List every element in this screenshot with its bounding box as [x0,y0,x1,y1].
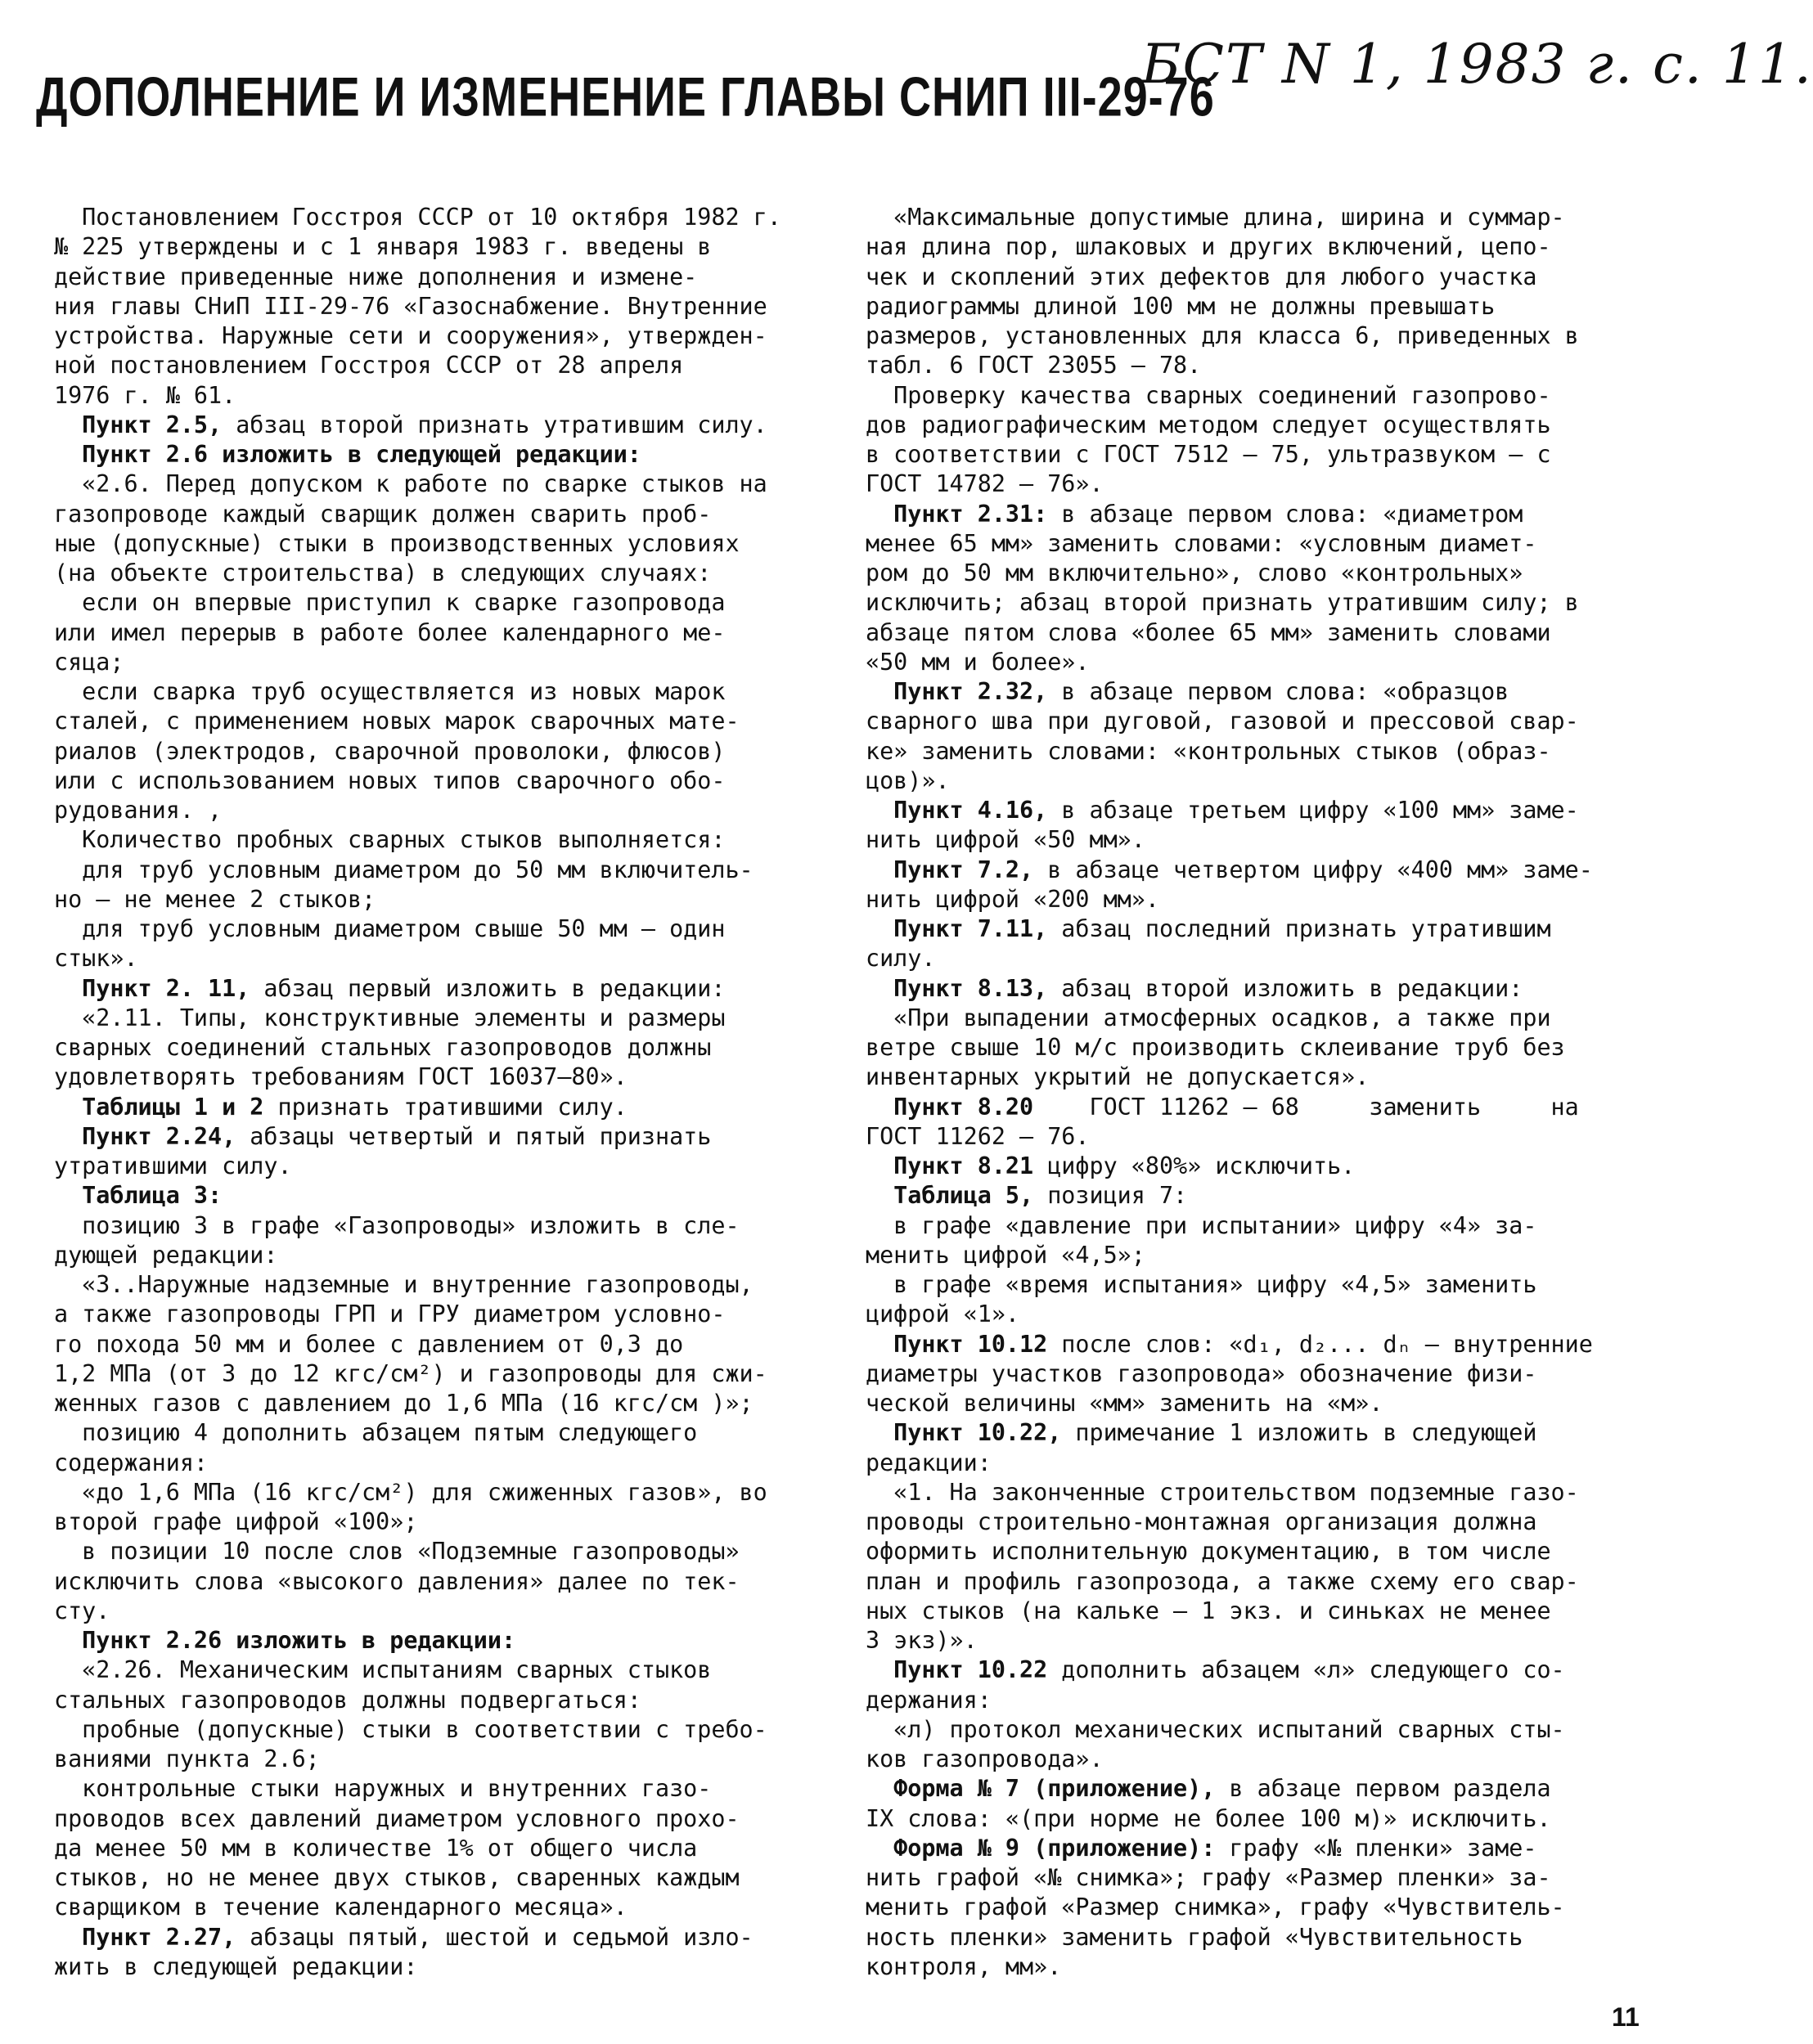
line-text: в соответствии с ГОСТ 7512 — 75, ультразвуком — с [866,441,1551,468]
text-line [866,856,1655,885]
line-text: абзац первый изложить в редакции: [250,974,726,1002]
line-text: устройства. Наружные сети и сооружения», утвержден- [54,322,767,349]
text-line [54,469,823,499]
text-line [54,1567,823,1597]
line-text: чек и скоплений этих дефектов для любого участка [866,263,1537,290]
line-text: «Максимальные допустимые длина, ширина и суммар- [866,204,1565,231]
line-text: Постановлением Госстроя СССР от 10 октября 1982 г. [54,204,781,231]
line-text: сварщиком в течение календарного месяца». [54,1894,628,1921]
bold-lead: Пункт 10.22, [866,1419,1062,1447]
text-line [54,796,823,825]
text-line [54,321,823,351]
text-line [54,203,823,232]
text-line [866,381,1655,411]
line-text: пробные (допускные) стыки в соответствии с требо- [54,1715,767,1743]
bold-lead: Пункт 2.26 изложить в редакции: [54,1627,516,1654]
line-text: абзац второй признать утратившим силу. [222,411,767,438]
text-line [866,1211,1655,1241]
text-line [866,825,1655,855]
line-text: редакции: [866,1449,992,1476]
bold-lead: Пункт 2.24, [54,1122,236,1150]
bold-lead: Пункт 10.22 [866,1656,1048,1684]
line-text: риалов (электродов, сварочной проволоки, флюсов) [54,737,726,765]
line-text: позицию 4 дополнить абзацем пятым следующего [54,1419,698,1447]
text-line [54,1300,823,1329]
bold-lead: Пункт 8.20 [866,1093,1034,1121]
text-line [54,1686,823,1715]
line-text: дов радиографическим методом следует осуществлять [866,411,1551,438]
line-text: 3 экз)». [866,1627,978,1654]
text-line [54,1597,823,1626]
text-line [866,351,1655,380]
text-line [866,944,1655,973]
text-line [54,648,823,677]
text-line [54,1211,823,1241]
line-text: в абзаце первом слова: «диаметром [1047,500,1523,528]
page-title: ДОПОЛНЕНИЕ И ИЗМЕНЕНИЕ ГЛАВЫ СНИП III-29-76 [36,66,1215,128]
text-line [866,500,1655,529]
line-text: абзаце пятом слова «более 65 мм» заменить словами [866,618,1551,646]
bold-lead: Форма № 7 (приложение), [866,1775,1216,1803]
line-text: ке» заменить словами: «контрольных стыков (образ- [866,737,1551,765]
line-text: а также газопроводы ГРП и ГРУ диаметром условно- [54,1301,726,1328]
line-text: абзац последний признать утратившим [1047,915,1551,942]
text-line [866,1330,1655,1359]
text-line [866,1863,1655,1893]
bold-lead: Таблица 5, [866,1182,1034,1210]
line-text: нить графой «№ снимка»; графу «Размер пленки» за- [866,1864,1551,1891]
line-text: менить графой «Размер снимка», графу «Чувствитель- [866,1894,1565,1921]
line-text: для труб условным диаметром свыше 50 мм — один [54,915,726,942]
line-text: Количество пробных сварных стыков выполняется: [54,826,726,854]
line-text: но — не менее 2 стыков; [54,885,376,913]
text-line [54,1715,823,1745]
text-line [54,411,823,440]
line-text: «2.11. Типы, конструктивные элементы и размеры [54,1004,726,1031]
line-text: ков газопровода». [866,1745,1104,1772]
text-line [866,263,1655,292]
line-text: женных газов с давлением до 1,6 МПа (16 кгс/см )»; [54,1390,754,1417]
bold-lead: Пункт 8.13, [866,974,1048,1002]
line-text: ГОСТ 11262 — 76. [866,1122,1090,1150]
line-text: в абзаце первом раздела [1215,1775,1551,1803]
line-text: IX слова: «(при норме не более 100 м)» исключить. [866,1804,1551,1832]
line-text: контроля, мм». [866,1952,1062,1980]
text-line [866,232,1655,262]
line-text: действие приведенные ниже дополнения и измене- [54,263,698,290]
line-text: «При выпадении атмосферных осадков, а также при [866,1004,1551,1031]
line-text: абзац второй изложить в редакции: [1047,974,1523,1002]
line-text: нить цифрой «200 мм». [866,885,1159,913]
line-text: «1. На законченные строительством подземные газо- [866,1478,1579,1506]
line-text: в абзаце первом слова: «образцов [1047,678,1509,705]
text-line [866,677,1655,707]
line-text: менее 65 мм» заменить словами: «условным диамет- [866,529,1537,557]
text-line [866,1152,1655,1181]
line-text: сту. [54,1597,110,1624]
text-line [54,1270,823,1300]
line-text: менить цифрой «4,5»; [866,1241,1145,1269]
line-text: держания: [866,1686,992,1714]
line-text: ность пленки» заменить графой «Чувствительность [866,1923,1523,1951]
text-line [866,1804,1655,1834]
text-line [866,1715,1655,1745]
text-line [866,203,1655,232]
line-text: ром до 50 мм включительно», слово «контрольных» [866,559,1523,586]
line-text: силу. [866,945,936,973]
line-text: стыков, но не менее двух стыков, сваренных каждым [54,1864,740,1891]
line-text: «2.26. Механическим испытаниям сварных стыков [54,1656,712,1684]
text-line [54,351,823,380]
line-text: цифрой «1». [866,1301,1020,1328]
line-text: позицию 3 в графе «Газопроводы» изложить в сле- [54,1211,740,1239]
text-line [866,1686,1655,1715]
text-line [54,914,823,944]
text-line [866,1655,1655,1685]
text-line [54,1359,823,1389]
line-text: стык». [54,945,138,973]
left-column [54,203,823,1982]
text-line [54,1122,823,1152]
line-text: сяца; [54,648,124,676]
line-text: примечание 1 изложить в следующей [1061,1419,1537,1447]
line-text: удовлетворять требованиям ГОСТ 16037—80». [54,1063,628,1091]
line-text: ная длина пор, шлаковых и других включений, цепо- [866,233,1551,261]
text-line [866,1952,1655,1982]
text-line [54,974,823,1004]
line-text: графу «№ пленки» заме- [1215,1834,1537,1862]
line-text: если он впервые приступил к сварке газопровода [54,589,726,617]
bold-lead: Пункт 2. 11, [54,974,250,1002]
line-text: ные (допускные) стыки в производственных условиях [54,529,740,557]
line-text: второй графе цифрой «100»; [54,1508,418,1535]
text-line [866,1567,1655,1597]
line-text: «2.6. Перед допуском к работе по сварке стыков на [54,470,767,498]
page-number: 11 [1612,2002,1640,2032]
text-line [54,766,823,796]
line-text: или с использованием новых типов сварочного обо- [54,766,726,794]
text-line [866,1062,1655,1092]
text-line [54,1537,823,1566]
line-text: сварных соединений стальных газопроводов должны [54,1034,712,1061]
text-line [866,559,1655,588]
bold-lead: Пункт 2.6 изложить в следующей редакции: [54,441,641,468]
text-line [866,1537,1655,1566]
line-text: газопроводе каждый сварщик должен сварить проб- [54,500,712,528]
text-line [54,1863,823,1893]
text-line [54,1745,823,1774]
line-text: нить цифрой «50 мм». [866,826,1145,854]
line-text: диаметры участков газопровода» обозначение физи- [866,1359,1537,1387]
line-text: ческой величины «мм» заменить на «м». [866,1390,1383,1417]
line-text: проводы строительно-монтажная организация должна [866,1508,1537,1535]
line-text: признать тратившими силу. [263,1093,628,1121]
text-line [866,1449,1655,1478]
line-text: ной постановлением Госстроя СССР от 28 апреля [54,352,684,380]
text-line [866,1241,1655,1270]
line-text: Проверку качества сварных соединений газопрово- [866,381,1551,409]
bold-lead: Таблицы 1 и 2 [54,1093,264,1121]
text-line [54,1418,823,1448]
text-line [54,707,823,736]
bold-lead: Пункт 2.5, [54,411,223,438]
text-line [54,677,823,707]
text-line [54,292,823,321]
text-line [866,292,1655,321]
line-text: рудования. , [54,797,223,824]
bold-lead: Пункт 7.11, [866,915,1048,942]
line-text: ветре свыше 10 м/с производить склеивание труб без [866,1034,1565,1061]
line-text: радиограммы длиной 100 мм не должны превышать [866,292,1496,320]
text-line [54,1655,823,1685]
text-line [54,381,823,411]
line-text: проводов всех давлений диаметром условного прохо- [54,1804,740,1832]
bold-lead: Пункт 10.12 [866,1330,1048,1358]
line-text: в абзаце третьем цифру «100 мм» заме- [1047,797,1579,824]
bold-lead: Пункт 4.16, [866,797,1048,824]
text-line [866,440,1655,469]
line-text: «50 мм и более». [866,648,1090,676]
line-text: для труб условным диаметром до 50 мм включитель- [54,856,754,883]
line-text: (на объекте строительства) в следующих случаях: [54,559,712,586]
line-text: в графе «давление при испытании» цифру «4» за- [866,1211,1537,1239]
line-text: если сварка труб осуществляется из новых марок [54,678,726,705]
line-text: жить в следующей редакции: [54,1952,418,1980]
text-line [54,1004,823,1033]
text-line [54,856,823,885]
text-line [866,1033,1655,1062]
line-text: № 225 утверждены и с 1 января 1983 г. введены в [54,233,712,261]
line-text: или имел перерыв в работе более календарного ме- [54,618,726,646]
line-text: после слов: «d₁, d₂... dₙ — внутренние [1047,1330,1593,1358]
line-text: абзацы пятый, шестой и седьмой изло- [236,1923,754,1951]
text-line [54,1241,823,1270]
line-text: ния главы СНиП III-29-76 «Газоснабжение. Внутренние [54,292,767,320]
text-line [866,648,1655,677]
line-text: стальных газопроводов должны подвергаться: [54,1686,641,1714]
line-text: ваниями пункта 2.6; [54,1745,320,1772]
line-text: сварного шва при дуговой, газовой и прессовой свар- [866,708,1579,735]
text-line [54,1330,823,1359]
text-line [54,737,823,766]
text-line [54,1893,823,1922]
text-line [866,707,1655,736]
text-line [54,1804,823,1834]
text-line [866,1597,1655,1626]
line-text: утратившими силу. [54,1152,292,1179]
text-line [866,1270,1655,1300]
text-line [54,1449,823,1478]
text-line [866,914,1655,944]
text-line [54,944,823,973]
text-line [866,1834,1655,1863]
text-line [866,469,1655,499]
text-line [866,796,1655,825]
line-text: позиция 7: [1033,1182,1188,1210]
text-line [866,1181,1655,1211]
text-line [54,1774,823,1804]
text-line [54,440,823,469]
line-text: дующей редакции: [54,1241,278,1269]
line-text: «л) протокол механических испытаний сварных сты- [866,1715,1565,1743]
text-line [54,559,823,588]
text-line [866,1923,1655,1952]
text-line [54,1834,823,1863]
line-text: да менее 50 мм в количестве 1% от общего числа [54,1834,698,1862]
text-line [54,1033,823,1062]
bold-lead: Таблица 3: [54,1182,223,1210]
line-text: в абзаце четвертом цифру «400 мм» заме- [1033,856,1593,883]
line-text: исключить; абзац второй признать утратившим силу; в [866,589,1579,617]
line-text: размеров, установленных для класса 6, приведенных в [866,322,1579,349]
line-text: «до 1,6 МПа (16 кгс/см²) для сжиженных газов», во [54,1478,767,1506]
text-line [866,321,1655,351]
text-line [866,1004,1655,1033]
bold-lead: Пункт 2.27, [54,1923,236,1951]
text-line [866,529,1655,559]
text-line [54,1093,823,1122]
line-text: ГОСТ 11262 — 68 заменить на [1033,1093,1579,1121]
line-text: сталей, с применением новых марок сварочных мате- [54,708,740,735]
text-line [866,1389,1655,1418]
line-text: исключить слова «высокого давления» далее по тек- [54,1567,740,1595]
line-text: план и профиль газопрозода, а также схему его свар- [866,1567,1579,1595]
text-line [866,974,1655,1004]
text-line [866,1626,1655,1655]
line-text: ГОСТ 14782 — 76». [866,470,1104,498]
line-text: содержания: [54,1449,209,1476]
text-line [866,766,1655,796]
bold-lead: Пункт 7.2, [866,856,1034,883]
text-line [54,1507,823,1537]
text-line [866,1093,1655,1122]
text-line [866,1300,1655,1329]
line-text: 1976 г. № 61. [54,381,236,409]
bold-lead: Форма № 9 (приложение): [866,1834,1216,1862]
text-line [54,1952,823,1982]
text-line [54,1181,823,1211]
text-line [866,618,1655,648]
text-line [54,1062,823,1092]
bold-lead: Пункт 2.32, [866,678,1048,705]
text-line [866,885,1655,914]
right-column [866,203,1655,1982]
line-text: контрольные стыки наружных и внутренних газо- [54,1775,712,1803]
line-text: цифру «80%» исключить. [1033,1152,1356,1179]
line-text: в графе «время испытания» цифру «4,5» заменить [866,1271,1537,1298]
text-line [54,825,823,855]
line-text: дополнить абзацем «л» следующего со- [1047,1656,1565,1684]
text-line [54,500,823,529]
bold-lead: Пункт 8.21 [866,1152,1034,1179]
text-line [866,1122,1655,1152]
text-line [54,529,823,559]
text-line [866,1478,1655,1507]
line-text: 1,2 МПа (от 3 до 12 кгс/см²) и газопроводы для сжи- [54,1359,767,1387]
handwritten-note: БСТ N 1, 1983 г. с. 11. [1141,33,1813,96]
text-line [866,588,1655,618]
text-line [54,232,823,262]
text-line [866,1359,1655,1389]
text-line [54,618,823,648]
line-text: табл. 6 ГОСТ 23055 — 78. [866,352,1202,380]
text-line [54,1478,823,1507]
bold-lead: Пункт 2.31: [866,500,1048,528]
text-line [54,588,823,618]
text-line [866,1893,1655,1922]
text-line [54,1626,823,1655]
text-line [866,1507,1655,1537]
text-line [54,1389,823,1418]
text-line [866,1418,1655,1448]
line-text: цов)». [866,766,950,794]
text-line [866,1774,1655,1804]
text-line [866,737,1655,766]
line-text: инвентарных укрытий не допускается». [866,1063,1370,1091]
line-text: ных стыков (на кальке — 1 экз. и синьках не менее [866,1597,1551,1624]
text-line [54,1923,823,1952]
text-line [54,263,823,292]
line-text: оформить исполнительную документацию, в том числе [866,1538,1551,1566]
text-line [866,1745,1655,1774]
text-line [54,1152,823,1181]
text-line [866,411,1655,440]
line-text: в позиции 10 после слов «Подземные газопроводы» [54,1538,740,1566]
line-text: «3..Наружные надземные и внутренние газопроводы, [54,1271,754,1298]
text-line [54,885,823,914]
line-text: абзацы четвертый и пятый признать [236,1122,712,1150]
line-text: го похода 50 мм и более с давлением от 0,3 до [54,1330,684,1358]
